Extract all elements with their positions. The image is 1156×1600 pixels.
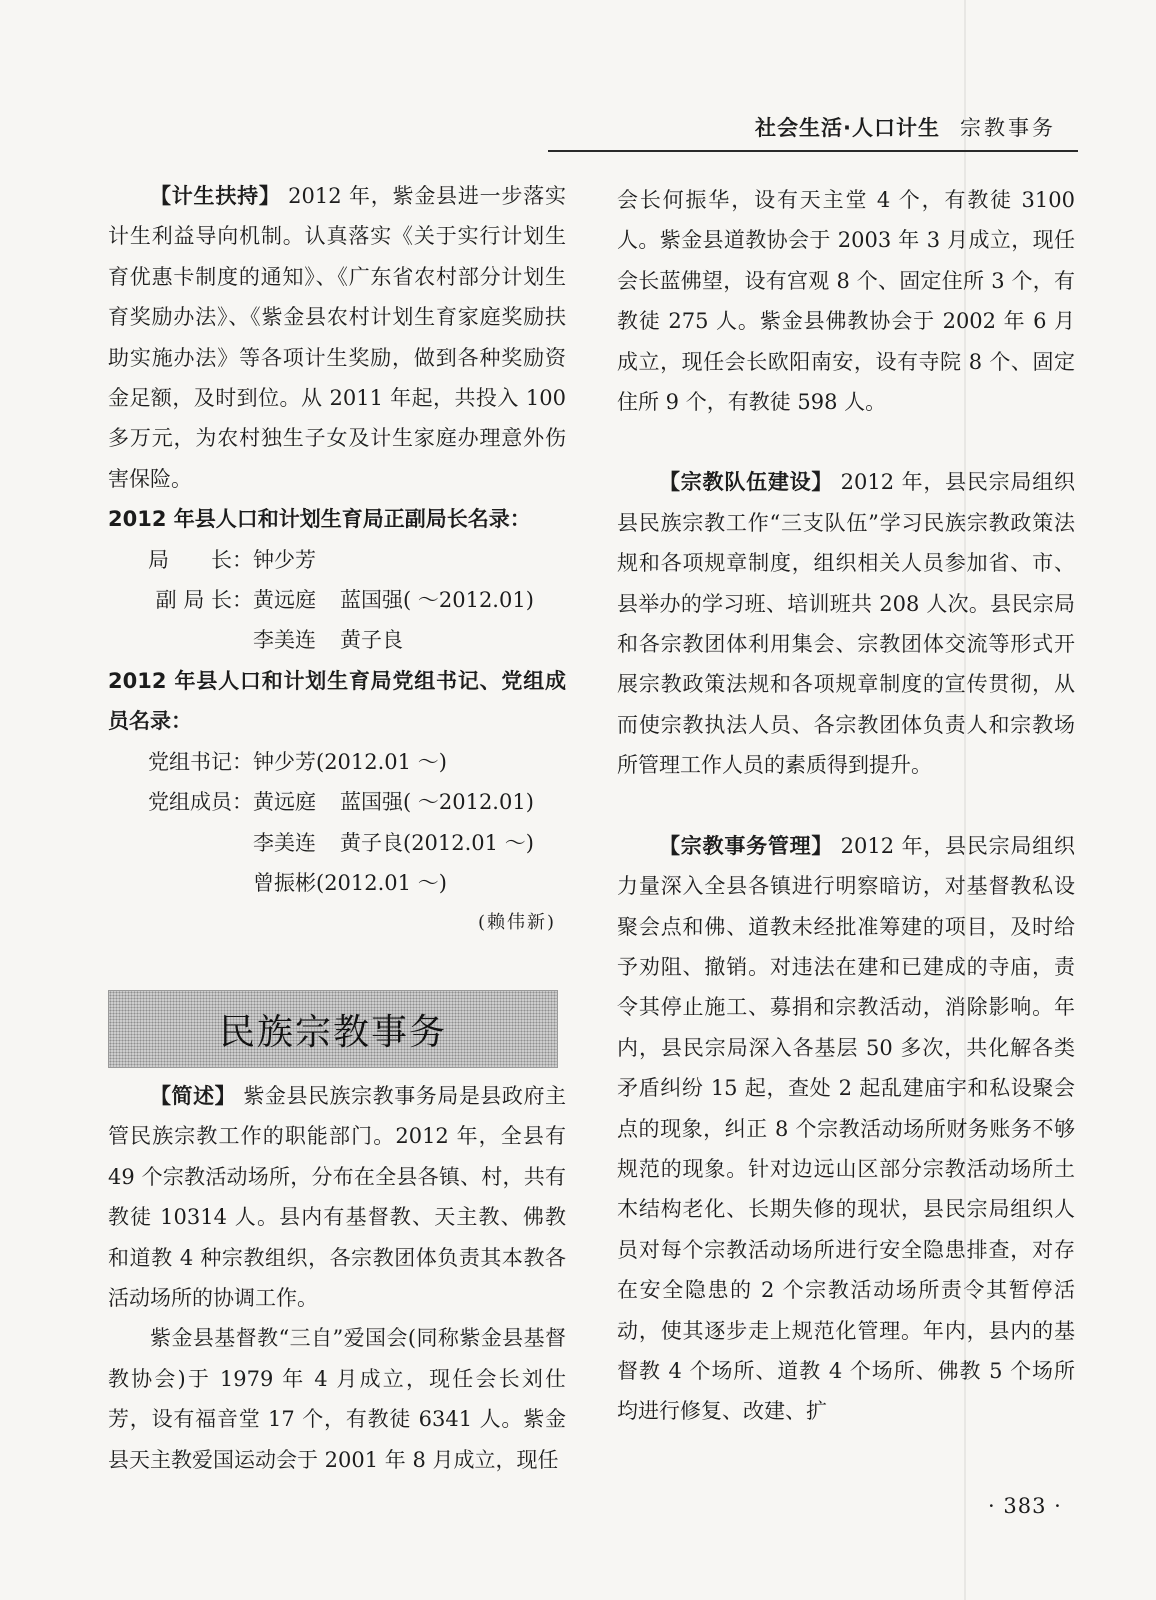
roster-row [108, 580, 566, 620]
roster-name: 黄远庭 [253, 790, 316, 815]
paragraph-family-planning-support [108, 176, 566, 499]
roster-row [108, 823, 566, 863]
paragraph-religious-affairs-management [617, 826, 1075, 1432]
running-header [755, 112, 1056, 142]
section-title-ethnic-religious-affairs: 民族宗教事务 [108, 990, 558, 1068]
paragraph-religious-orgs-cont: 会长何振华，设有天主堂 4 个，有教徒 3100 人。紫金县道教协会于 2003 年 3 月成立，现任会长蓝佛望，设有宫观 8 个、固定住所 3 个，有教徒 275 人。紫金县佛教协会于 2002 年 6 月成立，现任会长欧阳南安，设有寺院 8 个、固定住所 9 个，有教徒 598 人。 [617, 188, 1075, 415]
roster-name: 黄子良(2012.01 ～) [340, 830, 534, 855]
roster-name: 曾振彬(2012.01 ～) [253, 870, 447, 895]
paragraph-tag: 【计生扶持】 [150, 184, 281, 208]
roster-title-directors: 2012 年县人口和计划生育局正副局长名录： [108, 507, 531, 532]
roster-label: 党组书记： [148, 749, 253, 774]
paragraph-religious-team-building [617, 462, 1075, 785]
roster-label: 党组成员： [148, 790, 253, 815]
roster-name: 蓝国强( ～2012.01) [340, 790, 534, 815]
left-column [108, 176, 566, 944]
paragraph-text: 2012 年，紫金县进一步落实计生利益导向机制。认真落实《关于实行计划生育优惠卡制度的通知》、《广东省农村部分计划生育奖励办法》、《紫金县农村计划生育家庭奖励扶助实施办法》等各项计生奖励，做到各种奖励资金足额，及时到位。从 2011 年起，共投入 100 多万元，为农村独生子女及计生家庭办理意外伤害保险。 [108, 184, 566, 491]
paragraph-text: 2012 年，县民宗局组织力量深入全县各镇进行明察暗访，对基督教私设聚会点和佛、道教未经批准筹建的项目，及时给予劝阻、撤销。对违法在建和已建成的寺庙，责令其停止施工、募捐和宗教活动，消除影响。年内，县民宗局深入各基层 50 多次，共化解各类矛盾纠纷 15 起，查处 2 起乱建庙宇和私设聚会点的现象，纠正 8 个宗教活动场所财务账务不够规范的现象。针对边远山区部分宗教活动场所土木结构老化、长期失修的现状，县民宗局组织人员对每个宗教活动场所进行安全隐患排查，对存在安全隐患的 2 个宗教活动场所责令其暂停活动，使其逐步走上规范化管理。年内，县内的基督教 4 个场所、道教 4 个场所、佛教 5 个场所均进行修复、改建、扩 [617, 833, 1075, 1424]
roster-row [108, 863, 566, 903]
author-credit: (赖伟新) [477, 912, 556, 934]
paragraph-text: 紫金县民族宗教事务局是县政府主管民族宗教工作的职能部门。2012 年，全县有 49 个宗教活动场所，分布在全县各镇、村，共有教徒 10314 人。县内有基督教、天主教、佛教和道教 4 种宗教组织，各宗教团体负责其本教各活动场所的协调工作。 [108, 1084, 566, 1311]
roster-name: 黄远庭 [253, 588, 316, 613]
paragraph-overview [108, 1076, 566, 1318]
roster-title-party-group: 2012 年县人口和计划生育局党组书记、党组成员名录： [108, 668, 566, 734]
roster-row [108, 540, 566, 580]
roster-name: 李美连 [253, 830, 316, 855]
roster-label: 副 局 长： [155, 588, 253, 613]
paragraph-tag: 【简述】 [150, 1084, 237, 1108]
roster-row [108, 782, 566, 822]
paragraph-text: 2012 年，县民宗局组织县民族宗教工作“三支队伍”学习民族宗教政策法规和各项规章制度，组织相关人员参加省、市、县举办的学习班、培训班共 208 人次。县民宗局和各宗教团体利用集会、宗教团体交流等形式开展宗教政策法规和各项规章制度的宣传贯彻，从而使宗教执法人员、各宗教团体负责人和宗教场所管理工作人员的素质得到提升。 [617, 470, 1075, 778]
roster-name: 黄子良 [340, 628, 403, 653]
paragraph-tag: 【宗教队伍建设】 [659, 470, 834, 495]
header-section: 社会生活·人口计生 [755, 116, 940, 140]
paragraph-religious-orgs: 紫金县基督教“三自”爱国会(同称紫金县基督教协会)于 1979 年 4 月成立，现任会长刘仕芳，设有福音堂 17 个，有教徒 6341 人。紫金县天主教爱国运动会于 2001 年 8 月成立，现任 [108, 1326, 566, 1472]
paragraph-tag: 【宗教事务管理】 [659, 833, 834, 858]
header-rule [548, 150, 1078, 152]
left-column-lower [108, 1076, 566, 1480]
roster-name: 蓝国强( ～2012.01) [340, 588, 534, 613]
page-number: · 383 · [988, 1494, 1062, 1518]
roster-row [108, 742, 566, 782]
right-column [617, 180, 1075, 1432]
header-subsection: 宗教事务 [960, 116, 1056, 140]
roster-label: 局 长： [148, 547, 253, 572]
roster-row [108, 620, 566, 660]
roster-name: 钟少芳 [253, 547, 316, 572]
roster-name: 钟少芳(2012.01 ～) [253, 749, 447, 774]
roster-name: 李美连 [253, 628, 316, 653]
